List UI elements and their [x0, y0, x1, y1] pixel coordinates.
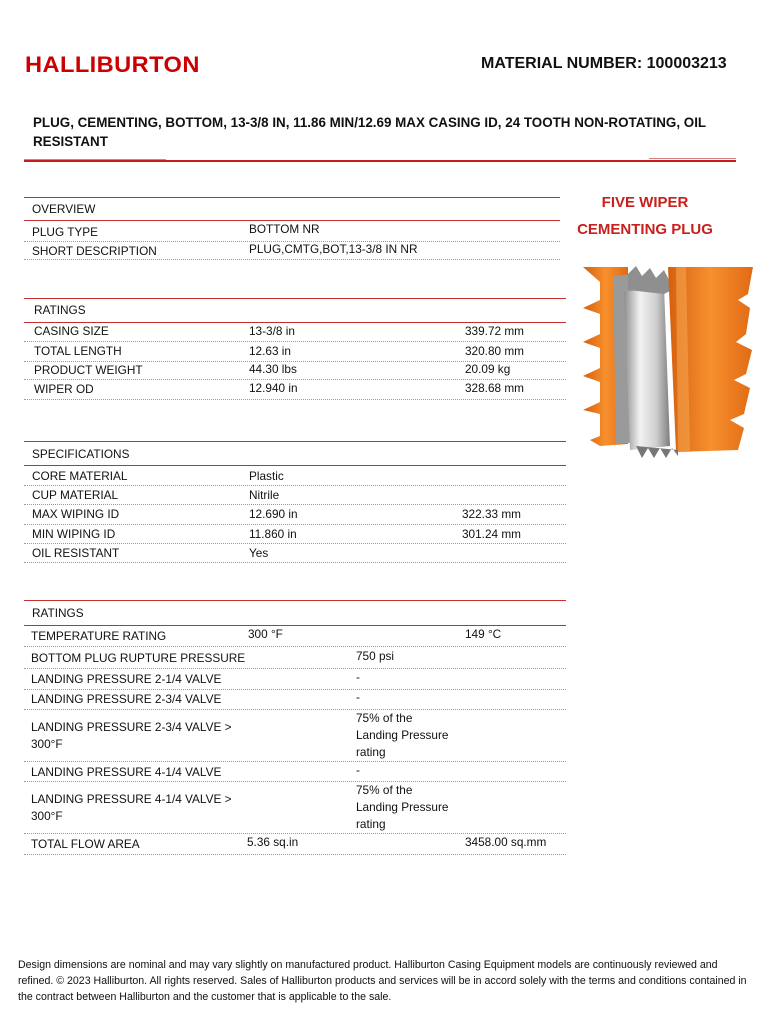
row-divider [24, 543, 566, 544]
landing-234-hot-label-line: LANDING PRESSURE 2-3/4 VALVE > [31, 720, 232, 734]
landing-234-hot-value-line: rating [356, 745, 386, 759]
overview-row-value: PLUG,CMTG,BOT,13-3/8 IN NR [249, 242, 418, 256]
temperature-rating-c: 149 °C [465, 627, 502, 641]
landing-234-hot-value-line: 75% of the [356, 711, 413, 725]
row-divider [24, 341, 566, 342]
ratings2-rule [24, 625, 566, 626]
overview-row-value: BOTTOM NR [249, 222, 320, 236]
cup-material-label: CUP MATERIAL [32, 488, 119, 502]
landing-414-hot-label-line: 300°F [31, 809, 63, 823]
core-material-label: CORE MATERIAL [32, 469, 128, 483]
temperature-rating-label: TEMPERATURE RATING [31, 629, 167, 643]
oil-resistant-label: OIL RESISTANT [32, 546, 120, 560]
row-divider [24, 761, 566, 762]
cementing-plug-image [578, 264, 756, 460]
casing-size-mm: 339.72 mm [465, 324, 525, 338]
page-title: PLUG, CEMENTING, BOTTOM, 13-3/8 IN, 11.86 MIN/12.69 MAX CASING ID, 24 TOOTH NON-ROTATING, OIL RESISTANT [33, 115, 706, 149]
ratings1-top-rule [24, 298, 566, 299]
oil-resistant-value: Yes [249, 546, 269, 560]
row-divider [24, 668, 566, 669]
row-divider [24, 854, 566, 855]
core-material-value: Plastic [249, 469, 284, 483]
row-divider [24, 504, 566, 505]
overview-top-rule [24, 197, 560, 198]
total-length-in: 12.63 in [249, 344, 291, 358]
row-divider [24, 833, 566, 834]
row-divider [24, 781, 566, 782]
landing-414-hot-value [356, 782, 448, 833]
min-wiping-id-mm: 301.24 mm [462, 527, 522, 541]
landing-414-hot-value-line: rating [356, 817, 386, 831]
row-divider [24, 709, 566, 710]
landing-414-hot-label [31, 791, 232, 825]
row-divider [24, 646, 566, 647]
wiper-od-label: WIPER OD [34, 382, 94, 396]
row-divider [24, 379, 566, 380]
landing-214-value: - [356, 670, 360, 684]
casing-size-label: CASING SIZE [34, 324, 109, 338]
landing-234-label: LANDING PRESSURE 2-3/4 VALVE [31, 692, 222, 706]
casing-size-in: 13-3/8 in [249, 324, 295, 338]
total-length-mm: 320.80 mm [465, 344, 525, 358]
overview-heading: OVERVIEW [32, 202, 96, 216]
company-logo: HALLIBURTON [25, 52, 200, 77]
total-flow-area-sqin: 5.36 sq.in [247, 835, 299, 849]
landing-234-hot-value-line: Landing Pressure [356, 728, 449, 742]
wiper-od-in: 12.940 in [249, 381, 298, 395]
temperature-rating-f: 300 °F [248, 627, 283, 641]
ratings2-top-rule [24, 600, 566, 601]
total-flow-area-label: TOTAL FLOW AREA [31, 837, 140, 851]
overview-row-label: SHORT DESCRIPTION [32, 244, 157, 258]
specs-top-rule [24, 441, 566, 442]
overview-row-label: PLUG TYPE [32, 225, 99, 239]
ratings1-heading: RATINGS [34, 303, 86, 317]
row-divider [24, 562, 566, 563]
row-divider [24, 399, 566, 400]
product-weight-lbs: 44.30 lbs [249, 362, 297, 376]
row-divider [24, 689, 566, 690]
rupture-pressure-label: BOTTOM PLUG RUPTURE PRESSURE [31, 651, 246, 665]
cup-material-value: Nitrile [249, 488, 280, 502]
max-wiping-id-label: MAX WIPING ID [32, 507, 120, 521]
landing-414-hot-value-line: 75% of the [356, 783, 413, 797]
landing-234-value: - [356, 690, 360, 704]
wiper-od-mm: 328.68 mm [465, 381, 525, 395]
specs-heading: SPECIFICATIONS [32, 447, 130, 461]
row-divider [24, 524, 566, 525]
product-weight-label: PRODUCT WEIGHT [34, 363, 143, 377]
max-wiping-id-in: 12.690 in [249, 507, 298, 521]
ratings1-rule [24, 322, 566, 323]
product-weight-kg: 20.09 kg [465, 362, 511, 376]
landing-234-hot-label [31, 719, 232, 753]
overview-rule [24, 220, 560, 221]
row-divider [24, 485, 566, 486]
landing-414-value: - [356, 763, 360, 777]
min-wiping-id-in: 11.860 in [249, 527, 297, 541]
total-length-label: TOTAL LENGTH [34, 344, 122, 358]
max-wiping-id-mm: 322.33 mm [462, 507, 522, 521]
specs-rule [24, 465, 566, 466]
landing-234-hot-value [356, 710, 448, 761]
footer-disclaimer: Design dimensions are nominal and may vary slightly on manufactured product. Halliburton Casing Equipment models are continuously reviewed and refined. © 2023 Halliburton. All rights reserved. Sales of Halliburton products and services will be in accord solely with the terms and conditions contained in the contract between Halliburton and the customer that is applicable to the sale. [18, 959, 747, 1003]
product-image-title [570, 189, 720, 243]
landing-414-hot-label-line: LANDING PRESSURE 4-1/4 VALVE > [31, 792, 232, 806]
landing-214-label: LANDING PRESSURE 2-1/4 VALVE [31, 672, 222, 686]
landing-414-hot-value-line: Landing Pressure [356, 800, 449, 814]
min-wiping-id-label: MIN WIPING ID [32, 527, 116, 541]
landing-234-hot-label-line: 300°F [31, 737, 63, 751]
product-image-title-line: CEMENTING PLUG [577, 221, 713, 238]
ratings2-heading: RATINGS [32, 606, 84, 620]
total-flow-area-sqmm: 3458.00 sq.mm [465, 835, 547, 849]
landing-414-label: LANDING PRESSURE 4-1/4 VALVE [31, 765, 222, 779]
row-divider [24, 259, 560, 260]
material-number: MATERIAL NUMBER: 100003213 [481, 55, 727, 72]
rupture-pressure-value: 750 psi [356, 649, 395, 663]
product-image-title-line: FIVE WIPER [601, 194, 689, 211]
title-rule [24, 159, 736, 162]
